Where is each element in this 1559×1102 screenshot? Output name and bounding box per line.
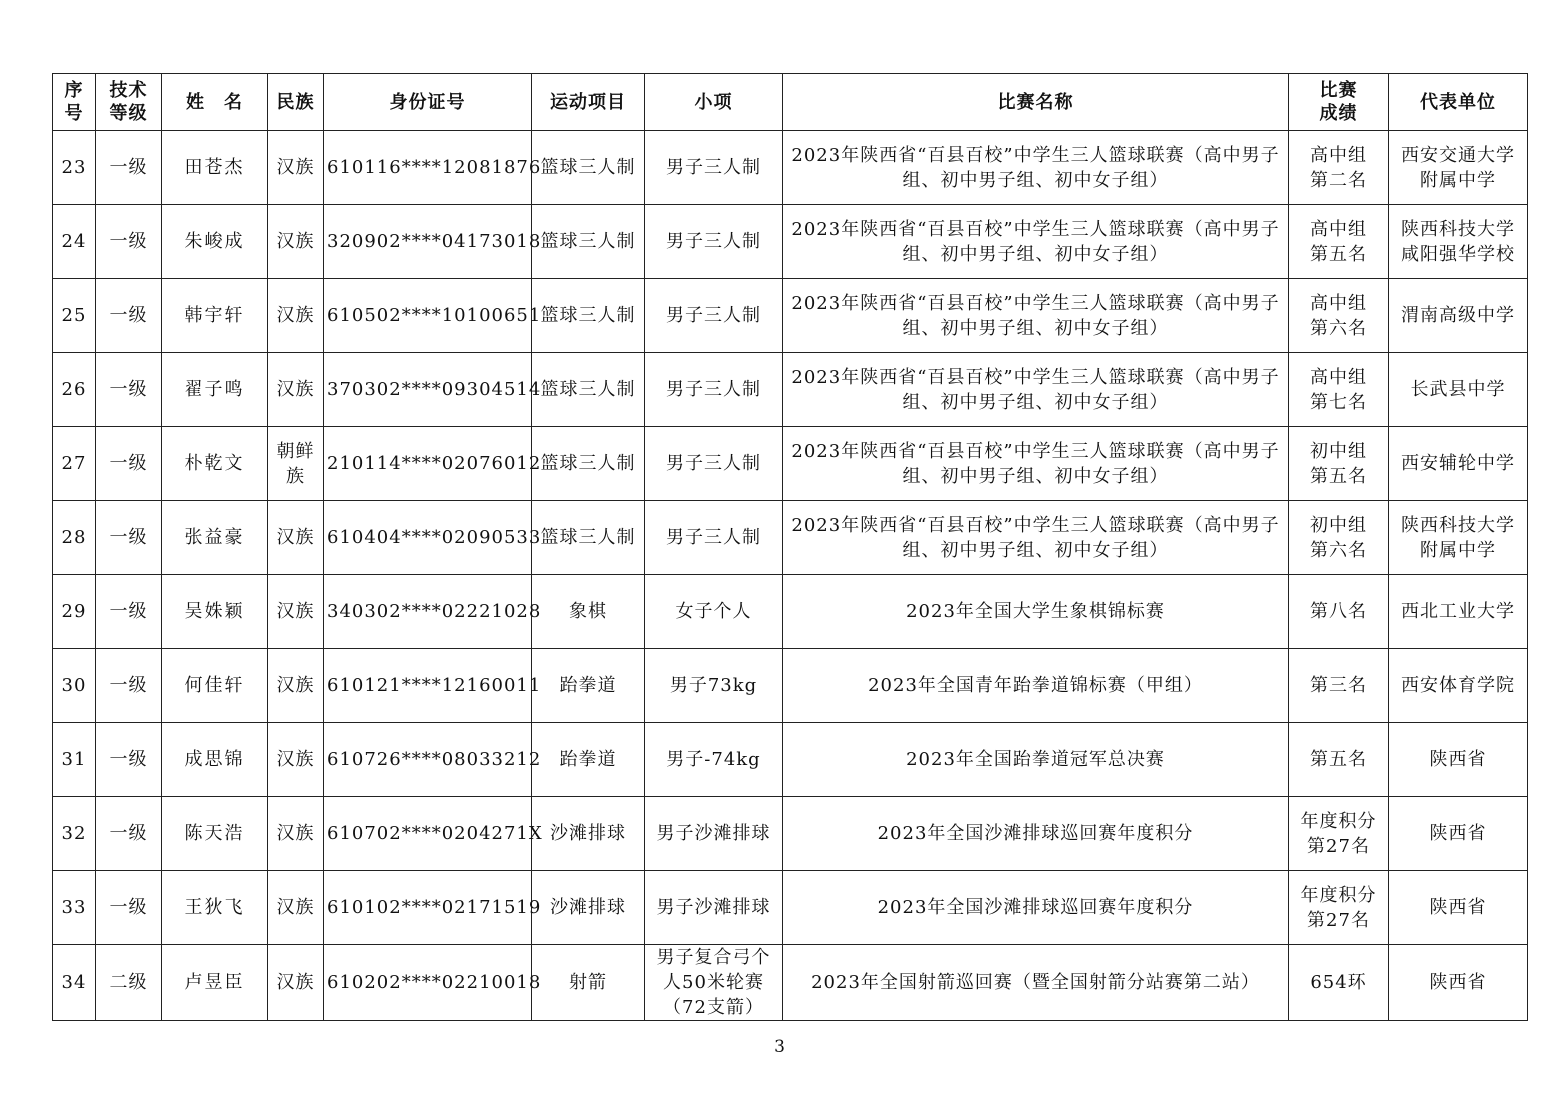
cell-name: 成思锦: [162, 723, 268, 797]
cell-competition: 2023年全国沙滩排球巡回赛年度积分: [783, 797, 1289, 871]
header-level: 技术 等级: [96, 74, 162, 131]
header-name: 姓 名: [162, 74, 268, 131]
table-row: [53, 945, 1528, 1021]
cell-seq: 32: [53, 797, 96, 871]
page-number: 3: [774, 1037, 785, 1057]
cell-ethnicity: 汉族: [268, 649, 324, 723]
cell-id-number: 370302****09304514: [324, 353, 532, 427]
cell-result: 第三名: [1289, 649, 1389, 723]
cell-seq: 24: [53, 205, 96, 279]
cell-unit: 陕西省: [1389, 797, 1528, 871]
cell-ethnicity: 汉族: [268, 797, 324, 871]
cell-competition: 2023年陕西省“百县百校”中学生三人篮球联赛（高中男子组、初中男子组、初中女子组）: [783, 131, 1289, 205]
cell-unit: 西北工业大学: [1389, 575, 1528, 649]
cell-name: 朴乾文: [162, 427, 268, 501]
cell-level: 一级: [96, 649, 162, 723]
cell-event: 男子三人制: [645, 427, 783, 501]
cell-result: 年度积分 第27名: [1289, 871, 1389, 945]
cell-seq: 27: [53, 427, 96, 501]
cell-unit: 渭南高级中学: [1389, 279, 1528, 353]
cell-ethnicity: 汉族: [268, 723, 324, 797]
cell-id-number: 610121****12160011: [324, 649, 532, 723]
cell-sport: 篮球三人制: [532, 279, 645, 353]
cell-name: 翟子鸣: [162, 353, 268, 427]
cell-sport: 篮球三人制: [532, 353, 645, 427]
cell-seq: 30: [53, 649, 96, 723]
header-competition: 比赛名称: [783, 74, 1289, 131]
cell-id-number: 610502****10100651: [324, 279, 532, 353]
cell-ethnicity: 汉族: [268, 575, 324, 649]
cell-unit: 陕西省: [1389, 723, 1528, 797]
table-row: [53, 575, 1528, 649]
cell-result: 年度积分 第27名: [1289, 797, 1389, 871]
table-row: [53, 279, 1528, 353]
cell-result: 高中组 第五名: [1289, 205, 1389, 279]
athlete-table: [52, 73, 1528, 1021]
cell-level: 一级: [96, 501, 162, 575]
cell-sport: 篮球三人制: [532, 131, 645, 205]
cell-id-number: 610116****12081876: [324, 131, 532, 205]
table-row: [53, 427, 1528, 501]
cell-level: 一级: [96, 427, 162, 501]
cell-event: 女子个人: [645, 575, 783, 649]
header-result: 比赛 成绩: [1289, 74, 1389, 131]
cell-event: 男子沙滩排球: [645, 871, 783, 945]
cell-unit: 西安体育学院: [1389, 649, 1528, 723]
table-row: [53, 501, 1528, 575]
cell-event: 男子复合弓个人50米轮赛（72支箭）: [645, 945, 783, 1021]
cell-seq: 31: [53, 723, 96, 797]
cell-seq: 25: [53, 279, 96, 353]
cell-event: 男子三人制: [645, 131, 783, 205]
cell-level: 一级: [96, 279, 162, 353]
cell-id-number: 610102****02171519: [324, 871, 532, 945]
cell-name: 张益豪: [162, 501, 268, 575]
cell-ethnicity: 汉族: [268, 205, 324, 279]
cell-competition: 2023年陕西省“百县百校”中学生三人篮球联赛（高中男子组、初中男子组、初中女子组）: [783, 353, 1289, 427]
cell-seq: 29: [53, 575, 96, 649]
cell-unit: 西安交通大学 附属中学: [1389, 131, 1528, 205]
cell-competition: 2023年全国青年跆拳道锦标赛（甲组）: [783, 649, 1289, 723]
cell-result: 高中组 第七名: [1289, 353, 1389, 427]
header-event: 小项: [645, 74, 783, 131]
table-row: [53, 353, 1528, 427]
cell-event: 男子三人制: [645, 279, 783, 353]
cell-result: 654环: [1289, 945, 1389, 1021]
cell-competition: 2023年陕西省“百县百校”中学生三人篮球联赛（高中男子组、初中男子组、初中女子组）: [783, 205, 1289, 279]
cell-result: 高中组 第六名: [1289, 279, 1389, 353]
cell-unit: 陕西科技大学 附属中学: [1389, 501, 1528, 575]
cell-name: 王狄飞: [162, 871, 268, 945]
cell-name: 韩宇轩: [162, 279, 268, 353]
cell-ethnicity: 汉族: [268, 279, 324, 353]
cell-competition: 2023年全国大学生象棋锦标赛: [783, 575, 1289, 649]
cell-event: 男子三人制: [645, 501, 783, 575]
cell-event: 男子三人制: [645, 353, 783, 427]
cell-id-number: 210114****02076012: [324, 427, 532, 501]
cell-id-number: 610702****0204271X: [324, 797, 532, 871]
cell-level: 一级: [96, 575, 162, 649]
cell-result: 第五名: [1289, 723, 1389, 797]
cell-name: 卢昱臣: [162, 945, 268, 1021]
table-row: [53, 797, 1528, 871]
header-unit: 代表单位: [1389, 74, 1528, 131]
table-row: [53, 649, 1528, 723]
cell-sport: 篮球三人制: [532, 427, 645, 501]
cell-ethnicity: 汉族: [268, 945, 324, 1021]
cell-sport: 沙滩排球: [532, 871, 645, 945]
cell-ethnicity: 汉族: [268, 131, 324, 205]
cell-sport: 跆拳道: [532, 649, 645, 723]
cell-level: 二级: [96, 945, 162, 1021]
cell-seq: 26: [53, 353, 96, 427]
cell-id-number: 610726****08033212: [324, 723, 532, 797]
cell-seq: 28: [53, 501, 96, 575]
cell-level: 一级: [96, 131, 162, 205]
cell-sport: 象棋: [532, 575, 645, 649]
table-row: [53, 871, 1528, 945]
cell-id-number: 320902****04173018: [324, 205, 532, 279]
header-ethnicity: 民族: [268, 74, 324, 131]
cell-event: 男子73kg: [645, 649, 783, 723]
cell-ethnicity: 汉族: [268, 871, 324, 945]
cell-event: 男子-74kg: [645, 723, 783, 797]
cell-name: 何佳轩: [162, 649, 268, 723]
cell-result: 高中组 第二名: [1289, 131, 1389, 205]
cell-competition: 2023年全国跆拳道冠军总决赛: [783, 723, 1289, 797]
cell-sport: 射箭: [532, 945, 645, 1021]
table-header-row: [53, 74, 1528, 131]
cell-id-number: 610202****02210018: [324, 945, 532, 1021]
cell-sport: 跆拳道: [532, 723, 645, 797]
cell-unit: 陕西省: [1389, 945, 1528, 1021]
cell-unit: 陕西省: [1389, 871, 1528, 945]
header-id: 身份证号: [324, 74, 532, 131]
cell-competition: 2023年全国沙滩排球巡回赛年度积分: [783, 871, 1289, 945]
cell-sport: 篮球三人制: [532, 501, 645, 575]
cell-level: 一级: [96, 205, 162, 279]
cell-seq: 34: [53, 945, 96, 1021]
table-row: [53, 131, 1528, 205]
cell-seq: 33: [53, 871, 96, 945]
table-row: [53, 723, 1528, 797]
cell-sport: 沙滩排球: [532, 797, 645, 871]
cell-event: 男子三人制: [645, 205, 783, 279]
cell-competition: 2023年陕西省“百县百校”中学生三人篮球联赛（高中男子组、初中男子组、初中女子组）: [783, 427, 1289, 501]
cell-unit: 长武县中学: [1389, 353, 1528, 427]
cell-name: 陈天浩: [162, 797, 268, 871]
cell-name: 田苍杰: [162, 131, 268, 205]
cell-result: 第八名: [1289, 575, 1389, 649]
cell-sport: 篮球三人制: [532, 205, 645, 279]
cell-ethnicity: 汉族: [268, 353, 324, 427]
cell-id-number: 340302****02221028: [324, 575, 532, 649]
cell-level: 一级: [96, 353, 162, 427]
cell-level: 一级: [96, 871, 162, 945]
cell-competition: 2023年陕西省“百县百校”中学生三人篮球联赛（高中男子组、初中男子组、初中女子组）: [783, 501, 1289, 575]
cell-name: 朱峻成: [162, 205, 268, 279]
cell-seq: 23: [53, 131, 96, 205]
cell-unit: 陕西科技大学 咸阳强华学校: [1389, 205, 1528, 279]
cell-competition: 2023年陕西省“百县百校”中学生三人篮球联赛（高中男子组、初中男子组、初中女子组）: [783, 279, 1289, 353]
cell-competition: 2023年全国射箭巡回赛（暨全国射箭分站赛第二站）: [783, 945, 1289, 1021]
cell-level: 一级: [96, 797, 162, 871]
cell-id-number: 610404****02090533: [324, 501, 532, 575]
cell-level: 一级: [96, 723, 162, 797]
cell-ethnicity: 汉族: [268, 501, 324, 575]
cell-result: 初中组 第五名: [1289, 427, 1389, 501]
header-sport: 运动项目: [532, 74, 645, 131]
cell-event: 男子沙滩排球: [645, 797, 783, 871]
table-row: [53, 205, 1528, 279]
cell-ethnicity: 朝鲜 族: [268, 427, 324, 501]
cell-unit: 西安辅轮中学: [1389, 427, 1528, 501]
header-seq: 序 号: [53, 74, 96, 131]
cell-result: 初中组 第六名: [1289, 501, 1389, 575]
cell-name: 吴姝颖: [162, 575, 268, 649]
